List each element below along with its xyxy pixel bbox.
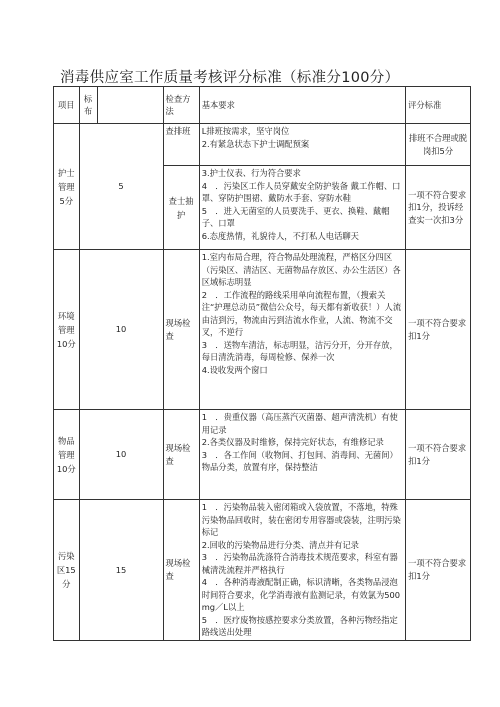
section-score: 10 [79,250,163,410]
row-method: 现场检查 [163,410,199,500]
requirement-line: 4.设收发两个窗口 [201,364,268,375]
section-item: 环境管理10分 [54,250,80,410]
table-row [54,250,471,410]
section-item: 污染区15分 [54,500,80,641]
requirement-line: 4 ．各种消毒液配制正确，标识清晰，各类物品浸泡时间符合要求，化学消毒液有监测记录，有效氯为500mg／L以上 [201,577,401,612]
requirement-line: 2 ．工作流程的路线采用单向流程布置，（搜索关注“护理总动员”微信公众号，每天都有新收获！）人流由洁到污，物流由污到洁流水作业，人流、物流不交叉，不逆行 [201,289,402,337]
requirement-line: 6.态度热情，礼貌待人，不打私人电话聊天 [201,230,359,241]
section-score: 15 [79,500,163,641]
page-title: 消毒供应室工作质量考核评分标准（标准分100分） [60,70,400,86]
row-scoring: 排班不合理或脱岗扣5分 [406,124,471,166]
header-requirement: 基本要求 [199,87,405,124]
section-item: 护士管理5分 [54,124,80,250]
table-header-row [54,87,471,124]
requirement-line: 1 ．贵重仪器（高压蒸汽灭菌器、超声清洗机）有使用记录 [201,412,398,435]
table-row [54,410,471,500]
requirement-line: 5 ．进入无菌室的人员要洗手、更衣、换鞋、戴帽子、口罩 [201,205,390,228]
header-spacer [97,87,163,124]
row-requirements [199,124,405,166]
row-scoring: 一项不符合要求扣1分 [406,410,471,500]
section-item: 物品管理10分 [54,410,80,500]
requirement-line: L排班按需求，坚守岗位 [201,126,290,136]
table-row [54,124,471,166]
requirement-line: 3.护士仪表、行为符合要求 [201,168,301,178]
table-row [54,500,471,641]
requirement-line: 2.有紧急状态下护士调配预案 [201,138,310,149]
section-score: 5 [79,124,163,250]
section-score: 10 [79,410,163,500]
requirement-line: 3 ．送物车清洁，标志明显，洁污分开，分开存放，每日清洗消毒，每周检修、保养一次 [201,339,398,362]
requirement-line: 2.回收的污染物品进行分类、清点并有记录 [201,539,359,550]
row-method: 现场检查 [163,500,199,641]
row-method: 查士抽护 [163,166,199,250]
requirement-line: 3 ．污染物品洗涤符合消毒技术规范要求，科室有器械清洗流程并严格执行 [201,552,398,575]
row-requirements [199,166,405,250]
row-scoring: 一项不符合要求扣1分 [406,250,471,410]
header-scoring: 评分标准 [406,87,471,124]
requirement-line: 1 ．污染物品装入密闭箱或入袋放置，不落地，特殊污染物品回收时，装在密闭专用容器或袋装，注明污染标记 [201,502,401,537]
row-requirements [199,250,405,410]
row-requirements [199,500,405,641]
header-item: 项目 [54,87,80,124]
header-standard-score: 标布 [79,87,97,124]
requirement-line: 2.各类仪器及时维修，保持完好状态，有维修记录 [201,437,384,447]
row-method: 查排班 [163,124,199,166]
requirement-line: 4 ．污染区工作人员穿戴安全防护装备 戴工作帽、口罩、穿防护围裙、戴防水手套、穿防水鞋 [201,180,401,203]
row-scoring: 一项不符合要求扣1分 [406,500,471,641]
row-requirements [199,410,405,500]
requirement-line: 3 ．各工作间（收物间、打包间、消毒间、无菌间）物品分类，放置有序，保持整洁 [201,449,398,472]
requirement-line: 1.室内布局合理，符合物品处理流程，严格区分四区（污染区、清洁区、无菌物品存放区、办公生活区）各区域标志明显 [201,252,401,287]
row-scoring: 一项不符合要求扣1分，投诉经查实一次扣3分 [406,166,471,250]
score-table [53,86,471,641]
row-method: 现场检查 [163,250,199,410]
header-method: 检查方法 [163,87,199,124]
requirement-line: 5 ．医疗废物按感控要求分类放置，各种污物经指定路线送出处理 [201,614,398,637]
